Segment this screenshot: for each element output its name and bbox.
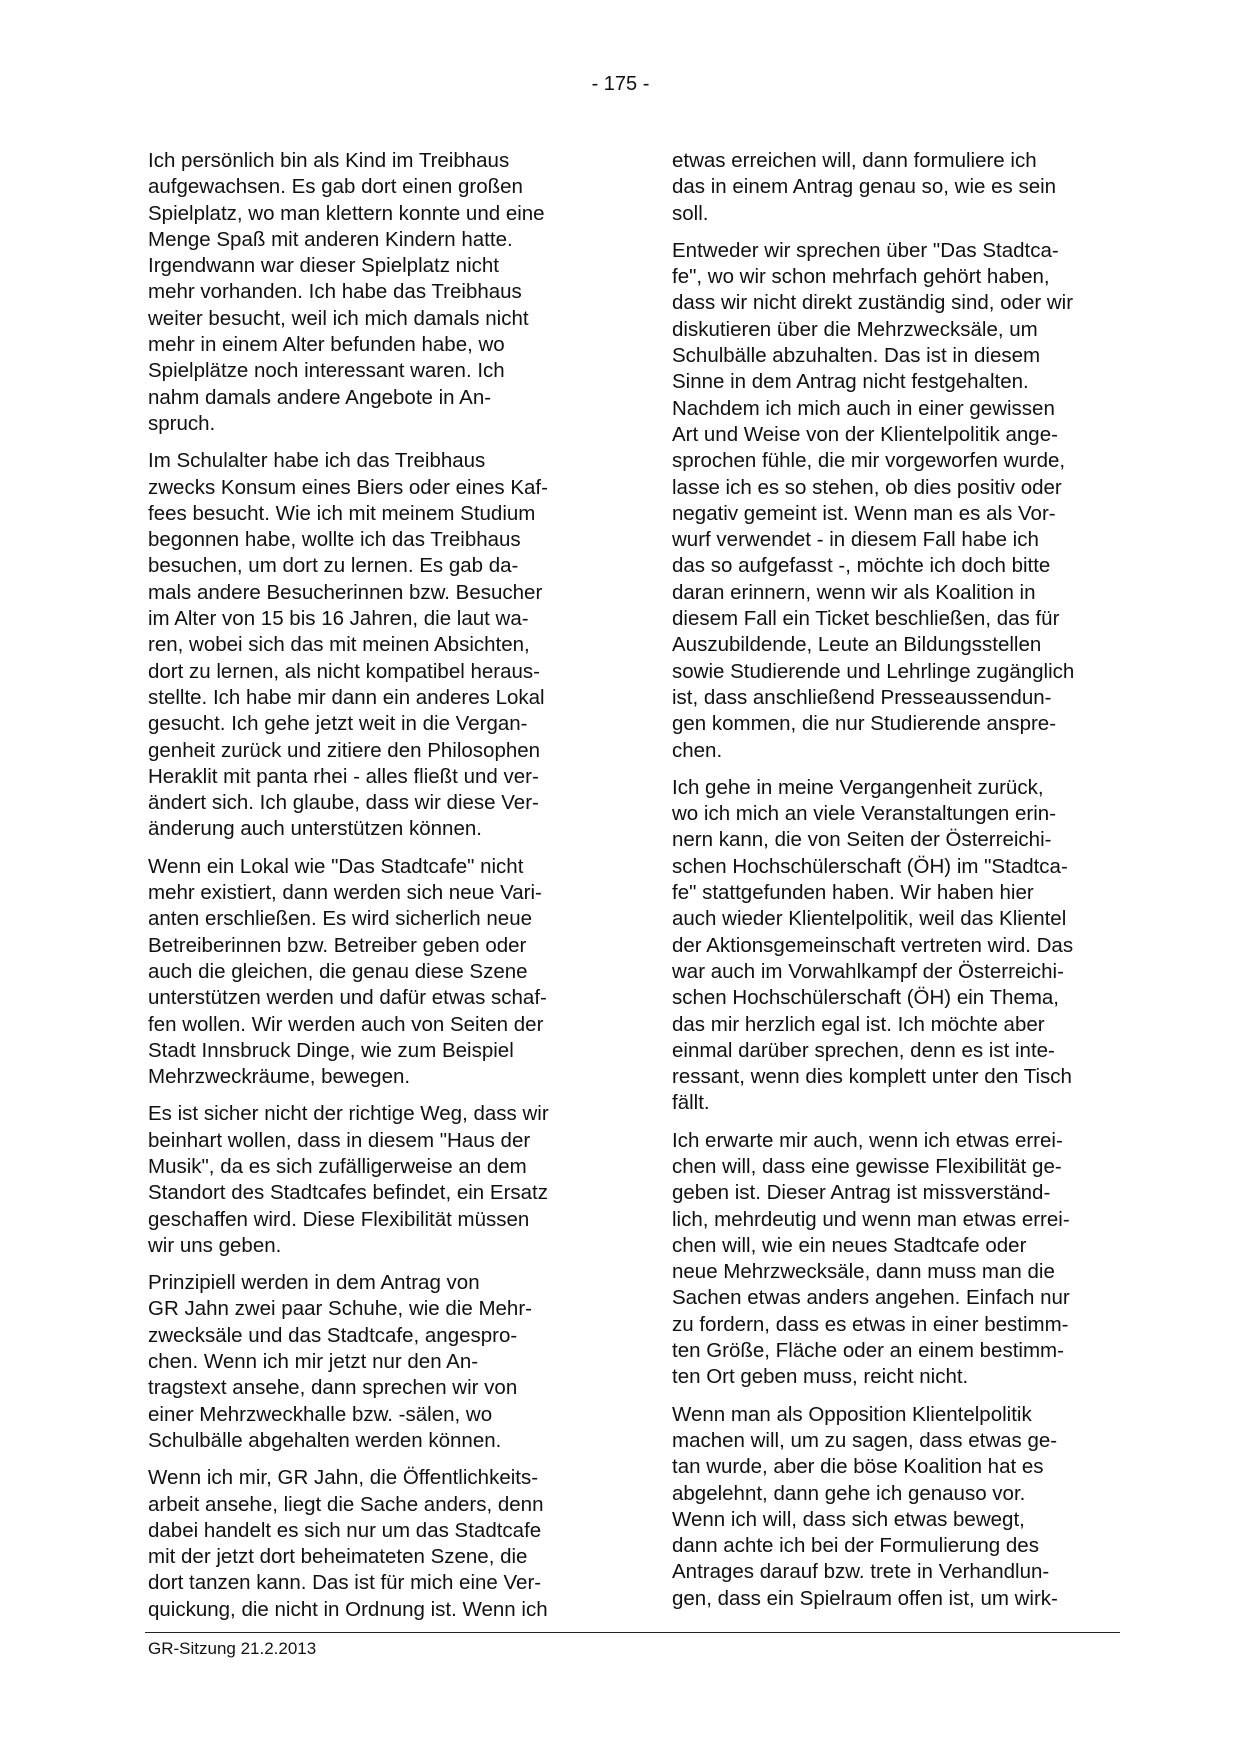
text-line: lasse ich es so stehen, ob dies positiv oder [672, 475, 1062, 499]
text-line: Irgendwann war dieser Spielplatz nicht [148, 254, 499, 278]
text-line: diskutieren über die Mehrzwecksäle, um [672, 317, 1038, 341]
text-line: begonnen habe, wollte ich das Treibhaus [148, 528, 521, 552]
text-line: Im Schulalter habe ich das Treibhaus [148, 449, 486, 473]
text-line: fe", wo wir schon mehrfach gehört haben, [672, 265, 1050, 289]
text-line: Es ist sicher nicht der richtige Weg, dass wir [148, 1102, 549, 1126]
text-line: ressant, wenn dies komplett unter den Tisch [672, 1065, 1072, 1089]
text-line: weiter besucht, weil ich mich damals nicht [148, 306, 529, 330]
text-line: Wenn ich mir, GR Jahn, die Öffentlichkeits- [148, 1466, 539, 1490]
text-line: Spielplätze noch interessant waren. Ich [148, 359, 505, 383]
text-line: der Aktionsgemeinschaft vertreten wird. Das [672, 933, 1074, 957]
text-line: tragstext ansehe, dann sprechen wir von [148, 1376, 518, 1400]
paragraph [672, 1128, 1134, 1391]
paragraph [672, 148, 1134, 227]
text-line: schen Hochschülerschaft (ÖH) ein Thema, [672, 986, 1060, 1010]
paragraph [148, 854, 618, 1091]
text-line: dort tanzen kann. Das ist für mich eine Ver- [148, 1571, 542, 1595]
text-line: mals andere Besucherinnen bzw. Besucher [148, 580, 543, 604]
text-line: zwecks Konsum eines Biers oder eines Kaf- [148, 475, 548, 499]
text-line: Sinne in dem Antrag nicht festgehalten. [672, 370, 1029, 394]
text-line: dann achte ich bei der Formulierung des [672, 1534, 1039, 1558]
text-line: einmal darüber sprechen, denn es ist inte- [672, 1038, 1055, 1062]
text-line: dabei handelt es sich nur um das Stadtcafe [148, 1518, 542, 1542]
text-line: dass wir nicht direkt zuständig sind, oder wir [672, 291, 1074, 315]
paragraph [672, 775, 1134, 1117]
text-line: lich, mehrdeutig und wenn man etwas errei- [672, 1207, 1070, 1231]
text-line: chen. Wenn ich mir jetzt nur den An- [148, 1350, 479, 1374]
text-line: Entweder wir sprechen über "Das Stadtca- [672, 238, 1059, 262]
text-line: arbeit ansehe, liegt die Sache anders, denn [148, 1492, 544, 1516]
text-line: zu fordern, dass es etwas in einer bestimm- [672, 1312, 1069, 1336]
text-line: Mehrzweckräume, bewegen. [148, 1065, 411, 1089]
text-line: beinhart wollen, dass in diesem "Haus der [148, 1128, 531, 1152]
text-line: fällt. [672, 1091, 710, 1115]
text-line: sowie Studierende und Lehrlinge zugänglich [672, 659, 1075, 683]
text-line: gesucht. Ich gehe jetzt weit in die Vergan- [148, 712, 528, 736]
text-line: etwas erreichen will, dann formuliere ich [672, 149, 1037, 172]
text-line: Wenn man als Opposition Klientelpolitik [672, 1402, 1032, 1426]
text-line: mehr in einem Alter befunden habe, wo [148, 333, 505, 357]
text-line: das mir herzlich egal ist. Ich möchte aber [672, 1012, 1045, 1036]
paragraph [148, 148, 618, 437]
text-line: Nachdem ich mich auch in einer gewissen [672, 396, 1055, 420]
text-line: ten Ort geben muss, reicht nicht. [672, 1365, 969, 1389]
text-line: chen will, wie ein neues Stadtcafe oder [672, 1233, 1027, 1257]
text-line: Ich erwarte mir auch, wenn ich etwas errei- [672, 1128, 1063, 1152]
text-line: mehr existiert, dann werden sich neue Vari- [148, 881, 542, 905]
text-line: diesem Fall ein Ticket beschließen, das für [672, 607, 1060, 631]
text-line: anten erschließen. Es wird sicherlich neue [148, 907, 532, 931]
text-line: negativ gemeint ist. Wenn man es als Vor- [672, 501, 1056, 525]
text-line: chen will, dass eine gewisse Flexibilität ge- [672, 1154, 1062, 1178]
text-line: dort zu lernen, als nicht kompatibel heraus- [148, 659, 540, 683]
paragraph [148, 448, 618, 842]
text-line: mehr vorhanden. Ich habe das Treibhaus [148, 280, 522, 304]
footer-divider [145, 1632, 1120, 1633]
text-line: ten Größe, Fläche oder an einem bestimm- [672, 1339, 1064, 1363]
paragraph [148, 1270, 618, 1454]
text-line: gen, dass ein Spielraum offen ist, um wirk- [672, 1586, 1058, 1610]
paragraph [148, 1101, 618, 1259]
text-line: geschaffen wird. Diese Flexibilität müssen [148, 1207, 530, 1231]
text-line: ist, dass anschließend Presseaussendun- [672, 685, 1052, 709]
text-line: ren, wobei sich das mit meinen Absichten, [148, 633, 530, 657]
text-line: machen will, um zu sagen, dass etwas ge- [672, 1428, 1058, 1452]
text-line: besuchen, um dort zu lernen. Es gab da- [148, 554, 519, 578]
text-line: soll. [672, 201, 709, 225]
text-line: wir uns geben. [148, 1233, 282, 1257]
text-line: Antrages darauf bzw. trete in Verhandlun- [672, 1560, 1050, 1584]
text-line: Standort des Stadtcafes befindet, ein Ersatz [148, 1181, 548, 1205]
text-line: daran erinnern, wenn wir als Koalition in [672, 580, 1036, 604]
text-line: war auch im Vorwahlkampf der Österreichi- [672, 959, 1064, 983]
left-column [148, 148, 618, 1634]
text-line: aufgewachsen. Es gab dort einen großen [148, 175, 523, 199]
page-number: - 175 - [591, 73, 650, 95]
text-line: fe" stattgefunden haben. Wir haben hier [672, 881, 1034, 905]
text-line: sprochen fühle, die mir vorgeworfen wurde, [672, 449, 1066, 473]
text-line: nern kann, die von Seiten der Österreichi- [672, 828, 1052, 852]
text-line: einer Mehrzweckhalle bzw. -sälen, wo [148, 1402, 493, 1426]
footer-session-label: GR-Sitzung 21.2.2013 [148, 1639, 317, 1658]
text-line: fen wollen. Wir werden auch von Seiten der [148, 1012, 544, 1036]
text-line: wurf verwendet - in diesem Fall habe ich [672, 528, 1039, 552]
text-line: Ich gehe in meine Vergangenheit zurück, [672, 775, 1044, 799]
text-line: gen kommen, die nur Studierende anspre- [672, 712, 1057, 736]
text-line: geben ist. Dieser Antrag ist missverständ- [672, 1181, 1051, 1205]
text-line: änderung auch unterstützen können. [148, 817, 482, 841]
text-line: Prinzipiell werden in dem Antrag von [148, 1271, 480, 1295]
text-line: Schulbälle abgehalten werden können. [148, 1428, 502, 1452]
text-line: schen Hochschülerschaft (ÖH) im "Stadtca- [672, 854, 1068, 878]
text-line: ändert sich. Ich glaube, dass wir diese Ver- [148, 791, 539, 815]
text-line: wo ich mich an viele Veranstaltungen erin- [672, 802, 1057, 826]
paragraph [148, 1465, 618, 1623]
text-line: Ich persönlich bin als Kind im Treibhaus [148, 149, 510, 172]
text-line: Schulbälle abzuhalten. Das ist in diesem [672, 344, 1041, 368]
text-line: mit der jetzt dort beheimateten Szene, die [148, 1545, 528, 1569]
text-line: quickung, die nicht in Ordnung ist. Wenn ich [148, 1597, 548, 1621]
text-line: fees besucht. Wie ich mit meinem Studium [148, 501, 536, 525]
text-line: das so aufgefasst -, möchte ich doch bitte [672, 554, 1051, 578]
text-line: GR Jahn zwei paar Schuhe, wie die Mehr- [148, 1297, 532, 1321]
right-column [672, 148, 1134, 1623]
text-line: auch wieder Klientelpolitik, weil das Klientel [672, 907, 1067, 931]
text-line: Sachen etwas anders angehen. Einfach nur [672, 1286, 1070, 1310]
text-line: das in einem Antrag genau so, wie es sein [672, 175, 1057, 199]
text-line: neue Mehrzwecksäle, dann muss man die [672, 1260, 1055, 1284]
text-line: tan wurde, aber die böse Koalition hat es [672, 1455, 1044, 1479]
text-line: auch die gleichen, die genau diese Szene [148, 959, 528, 983]
text-line: zwecksäle und das Stadtcafe, angespro- [148, 1323, 518, 1347]
text-line: genheit zurück und zitiere den Philosophen [148, 738, 541, 762]
text-line: Art und Weise von der Klientelpolitik ange- [672, 422, 1058, 446]
text-line: Wenn ich will, dass sich etwas bewegt, [672, 1507, 1025, 1531]
text-line: stellte. Ich habe mir dann ein anderes Lokal [148, 685, 545, 709]
text-line: im Alter von 15 bis 16 Jahren, die laut wa- [148, 607, 529, 631]
text-line: chen. [672, 738, 723, 762]
text-line: Betreiberinnen bzw. Betreiber geben oder [148, 933, 527, 957]
text-line: Menge Spaß mit anderen Kindern hatte. [148, 227, 513, 251]
paragraph [672, 238, 1134, 764]
text-line: Musik", da es sich zufälligerweise an dem [148, 1154, 527, 1178]
text-line: Auszubildende, Leute an Bildungsstellen [672, 633, 1042, 657]
text-line: Stadt Innsbruck Dinge, wie zum Beispiel [148, 1038, 514, 1062]
text-line: spruch. [148, 411, 216, 435]
paragraph [672, 1402, 1134, 1612]
text-line: Heraklit mit panta rhei - alles fließt und ver- [148, 764, 539, 788]
text-line: Spielplatz, wo man klettern konnte und eine [148, 201, 545, 225]
text-line: Wenn ein Lokal wie "Das Stadtcafe" nicht [148, 854, 524, 878]
text-line: abgelehnt, dann gehe ich genauso vor. [672, 1481, 1026, 1505]
text-line: unterstützen werden und dafür etwas schaf- [148, 986, 547, 1010]
text-line: nahm damals andere Angebote in An- [148, 385, 492, 409]
